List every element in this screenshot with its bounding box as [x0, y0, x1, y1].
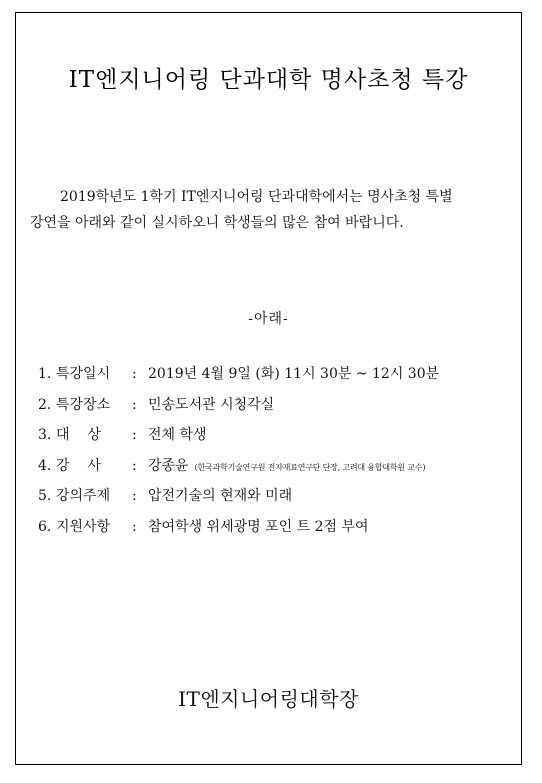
item-label: 강의주제: [56, 488, 111, 505]
item-value: 강종윤: [148, 457, 189, 474]
item-separator: :: [132, 488, 137, 505]
item-number: 4.: [38, 457, 52, 474]
intro-line-2: 강연을 아래와 같이 실시하오니 학생들의 많은 참여 바랍니다.: [30, 215, 404, 231]
item-separator: :: [132, 518, 137, 535]
item-separator: :: [132, 427, 137, 444]
detail-item-speaker: [38, 455, 508, 486]
intro-line-1: 2019학년도 1학기 IT엔지니어링 단과대학에서는 명사초청 특별: [60, 189, 453, 205]
below-marker: -아래-: [248, 311, 289, 327]
signature: IT엔지니어링대학장: [178, 687, 359, 711]
document-title: IT엔지니어링 단과대학 명사초청 특강: [68, 67, 469, 93]
intro-paragraph: [30, 184, 508, 236]
item-separator: :: [132, 457, 137, 474]
event-details-list: [38, 363, 508, 547]
item-separator: :: [132, 396, 137, 413]
item-number: 5.: [38, 488, 52, 505]
item-number: 3.: [38, 427, 52, 444]
item-label: 강 사: [56, 457, 101, 474]
detail-item-support: [38, 516, 508, 547]
detail-item-topic: [38, 485, 508, 516]
item-label: 특강장소: [56, 396, 111, 413]
speaker-affiliation: (한국과학기술연구원 전자재료연구단 단장, 고려대 융합대학원 교수): [194, 462, 426, 472]
detail-item-audience: [38, 424, 508, 455]
item-number: 6.: [38, 518, 52, 535]
item-value: 전체 학생: [148, 427, 207, 444]
item-number: 1.: [38, 366, 52, 382]
detail-item-location: [38, 394, 508, 425]
item-number: 2.: [38, 396, 52, 413]
item-separator: :: [132, 366, 137, 382]
item-value: 참여학생 위세광명 포인 트 2점 부여: [148, 518, 369, 535]
item-label: 지원사항: [56, 518, 111, 535]
item-value: 2019년 4월 9일 (화) 11시 30분 ~ 12시 30분: [148, 366, 440, 382]
item-label: 특강일시: [56, 366, 111, 382]
document-border: [15, 12, 522, 765]
item-value: 민송도서관 시청각실: [148, 396, 275, 413]
item-value: 압전기술의 현재와 미래: [148, 488, 293, 505]
item-label: 대 상: [56, 427, 101, 444]
detail-item-date: [38, 363, 508, 394]
